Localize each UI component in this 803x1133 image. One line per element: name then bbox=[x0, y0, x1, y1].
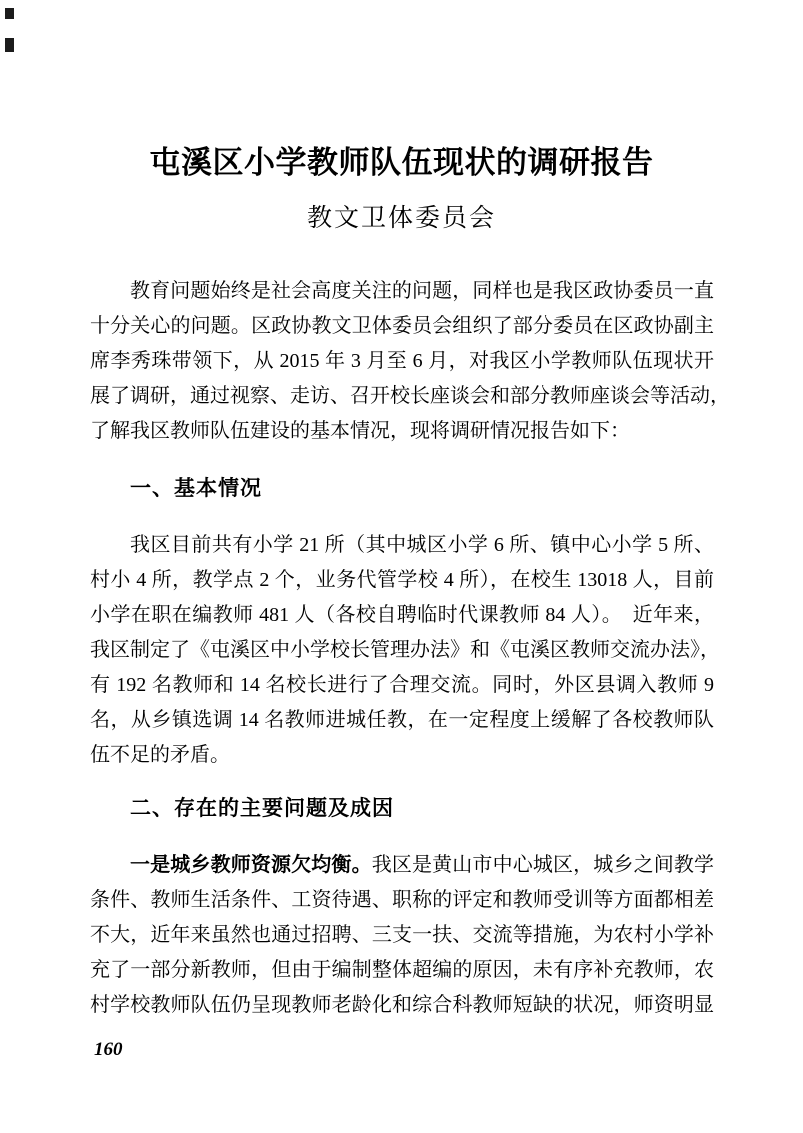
intro-paragraph bbox=[90, 274, 730, 449]
paragraph-line: 村小 4 所，教学点 2 个，业务代管学校 4 所），在校生 13018 人，目前 bbox=[90, 569, 714, 591]
paragraph-line: 充了一部分新教师，但由于编制整体超编的原因，未有序补充教师，农 bbox=[90, 959, 714, 981]
section-heading-problems: 二、存在的主要问题及成因 bbox=[130, 797, 394, 820]
paragraph-line: 小学在职在编教师 481 人（各校自聘临时代课教师 84 人）。 近年来， bbox=[90, 604, 714, 626]
paragraph-line: 条件、教师生活条件、工资待遇、职称的评定和教师受训等方面都相差 bbox=[90, 889, 714, 911]
report-author: 教文卫体委员会 bbox=[306, 205, 496, 232]
paragraph-line: 展了调研，通过视察、走访、召开校长座谈会和部分教师座谈会等活动， bbox=[90, 385, 730, 407]
report-title: 屯溪区小学教师队伍现状的调研报告 bbox=[149, 145, 654, 180]
paragraph-line: 不大，近年来虽然也通过招聘、三支一扶、交流等措施，为农村小学补 bbox=[90, 924, 714, 946]
scan-artifact bbox=[5, 8, 14, 19]
paragraph-line: 有 192 名教师和 14 名校长进行了合理交流。同时，外区县调入教师 9 bbox=[90, 674, 714, 696]
paragraph-line: 十分关心的问题。区政协教文卫体委员会组织了部分委员在区政协副主 bbox=[90, 315, 714, 337]
paragraph-line: 我区制定了《屯溪区中小学校长管理办法》和《屯溪区教师交流办法》， bbox=[90, 639, 720, 661]
paragraph-lead-emphasis: 一是城乡教师资源欠均衡。 bbox=[130, 854, 372, 876]
basic-situation-paragraph bbox=[90, 528, 720, 773]
paragraph-line: 村学校教师队伍仍呈现教师老龄化和综合科教师短缺的状况，师资明显 bbox=[90, 994, 714, 1016]
page-number: 160 bbox=[94, 1039, 123, 1060]
problems-paragraph bbox=[90, 848, 714, 1023]
section-1 bbox=[90, 471, 714, 506]
paragraph-lead-rest: 我区是黄山市中心城区，城乡之间教学 bbox=[371, 854, 715, 876]
paragraph-line: 名，从乡镇选调 14 名教师进城任教，在一定程度上缓解了各校教师队 bbox=[90, 709, 714, 731]
paragraph-line: 席李秀珠带领下，从 2015 年 3 月至 6 月，对我区小学教师队伍现状开 bbox=[90, 350, 714, 372]
paragraph-line: 伍不足的矛盾。 bbox=[90, 744, 230, 766]
section-2 bbox=[90, 791, 714, 826]
scan-artifact bbox=[5, 38, 14, 52]
paragraph-line: 教育问题始终是社会高度关注的问题，同样也是我区政协委员一直 bbox=[130, 280, 714, 302]
section-heading-basic-situation: 一、基本情况 bbox=[130, 477, 262, 500]
paragraph-line: 我区目前共有小学 21 所（其中城区小学 6 所、镇中心小学 5 所、 bbox=[130, 534, 714, 556]
paragraph-line: 了解我区教师队伍建设的基本情况，现将调研情况报告如下： bbox=[90, 420, 630, 442]
paragraph-line bbox=[90, 848, 714, 883]
